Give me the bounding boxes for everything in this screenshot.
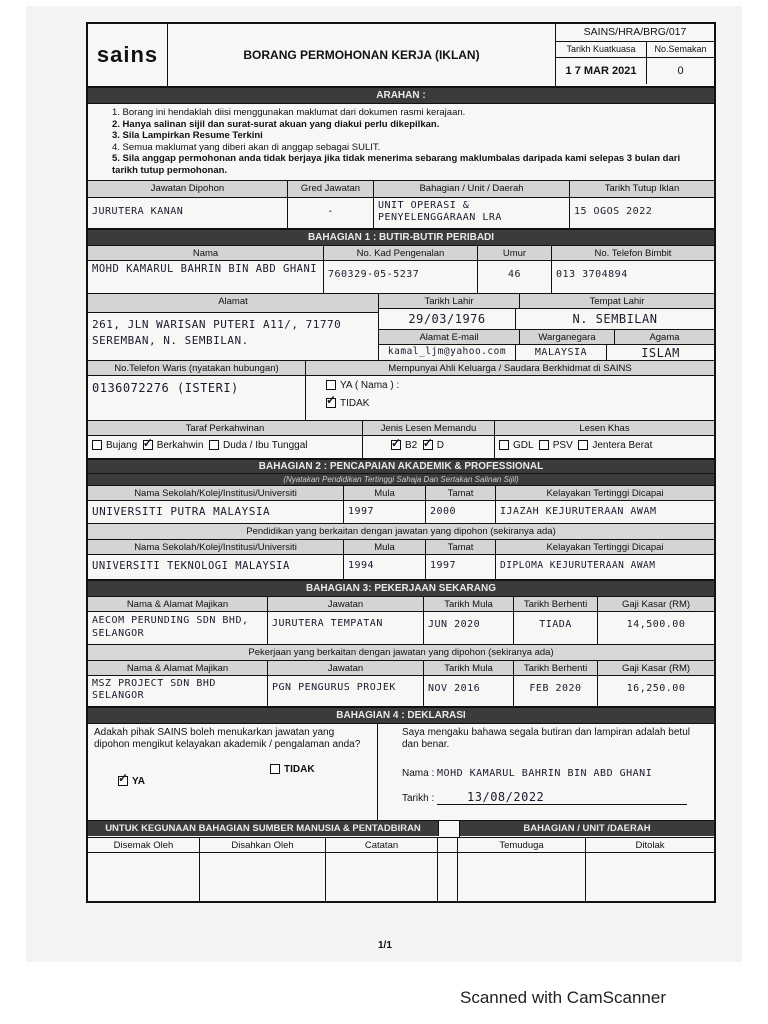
job-header-row bbox=[88, 597, 714, 612]
license-value-row bbox=[88, 436, 714, 459]
page-number: 1/1 bbox=[378, 940, 392, 951]
salary-value[interactable]: 16,250.00 bbox=[626, 683, 686, 694]
edu-header-row-2 bbox=[88, 540, 714, 555]
phone-value[interactable]: 013 3704894 bbox=[556, 269, 628, 280]
office-header-row bbox=[88, 821, 714, 838]
end-value[interactable]: 2000 bbox=[426, 501, 496, 523]
declaration-row bbox=[88, 724, 714, 821]
effective-date: 1 7 MAR 2021 bbox=[556, 58, 647, 84]
position-label: Jawatan Dipohon bbox=[88, 181, 288, 197]
closing-date-value[interactable]: 15 OGOS 2022 bbox=[574, 206, 653, 217]
b2-label: B2 bbox=[405, 440, 418, 451]
d-label: D bbox=[436, 440, 445, 451]
marital-options bbox=[88, 436, 363, 458]
grade-label: Gred Jawatan bbox=[288, 181, 374, 197]
widowed-label: Duda / Ibu Tunggal bbox=[222, 440, 308, 451]
edu-row-2 bbox=[88, 555, 714, 580]
instruction-item: 1. Borang ini hendaklah diisi menggunakan maklumat dari dokumen rasmi kerajaan. bbox=[112, 107, 466, 118]
instruction-item: 2. Hanya salinan sijil dan surat-surat akuan yang diakui perlu dikepilkan. bbox=[112, 118, 440, 130]
special-options bbox=[495, 436, 714, 458]
job-start-value[interactable]: NOV 2016 bbox=[424, 676, 514, 706]
edu-header-row bbox=[88, 486, 714, 501]
employer-value[interactable]: MSZ PROJECT SDN BHD SELANGOR bbox=[88, 676, 268, 706]
relative-options bbox=[306, 376, 714, 420]
job-row-2 bbox=[88, 676, 714, 707]
email-value[interactable]: kamal_ljm@yahoo.com bbox=[379, 345, 516, 361]
interview-box[interactable] bbox=[458, 853, 586, 901]
salary-value[interactable]: 14,500.00 bbox=[626, 619, 686, 630]
sign-date-value[interactable]: 13/08/2022 bbox=[437, 790, 687, 805]
religion-label: Agama bbox=[615, 330, 714, 344]
license-options bbox=[363, 436, 495, 458]
job-row-1 bbox=[88, 612, 714, 645]
office-left-title: UNTUK KEGUNAAN BAHAGIAN SUMBER MANUSIA & PENTADBIRAN bbox=[88, 821, 439, 836]
rejected-label: Ditolak bbox=[635, 840, 665, 851]
age-label: Umur bbox=[478, 246, 552, 260]
job-title-value[interactable]: PGN PENGURUS PROJEK bbox=[268, 676, 424, 706]
checked-by-label: Disemak Oleh bbox=[88, 838, 200, 852]
section4-title: BAHAGIAN 4 : DEKLARASI bbox=[88, 707, 714, 724]
transfer-no-checkbox[interactable] bbox=[270, 764, 280, 774]
signer-name-value[interactable]: MOHD KAMARUL BAHRIN BIN ABD GHANI bbox=[437, 768, 653, 779]
special-license-label: Lesen Khas bbox=[495, 421, 714, 435]
position-value-row bbox=[88, 198, 714, 229]
sains-logo: sains bbox=[96, 42, 159, 67]
job-start-value[interactable]: JUN 2020 bbox=[424, 612, 514, 644]
rejected-box[interactable] bbox=[586, 853, 714, 901]
transfer-question bbox=[88, 724, 378, 820]
single-label: Bujang bbox=[106, 440, 138, 451]
heir-header-row bbox=[88, 361, 714, 376]
sign-date-label: Tarikh bbox=[402, 793, 429, 804]
doc-info bbox=[556, 24, 714, 86]
start-label: Mula bbox=[344, 540, 426, 554]
license-label: Jenis Lesen Memandu bbox=[363, 421, 495, 435]
start-value[interactable]: 1994 bbox=[344, 555, 426, 579]
widowed-checkbox[interactable] bbox=[209, 440, 219, 450]
job-end-value[interactable]: FEB 2020 bbox=[514, 676, 598, 706]
ic-label: No. Kad Pengenalan bbox=[324, 246, 478, 260]
end-value[interactable]: 1997 bbox=[426, 555, 496, 579]
pob-value[interactable]: N. SEMBILAN bbox=[572, 312, 658, 326]
form-title: BORANG PERMOHONAN KERJA (IKLAN) bbox=[243, 48, 480, 62]
school-value[interactable]: UNIVERSITI TEKNOLOGI MALAYSIA bbox=[88, 555, 344, 579]
nationality-value[interactable]: MALAYSIA bbox=[516, 345, 607, 361]
personal-header-row bbox=[88, 246, 714, 261]
phone-label: No. Telefon Bimbit bbox=[552, 246, 714, 260]
ic-value[interactable]: 760329-05-5237 bbox=[324, 261, 478, 293]
instruction-item: 4. Semua maklumat yang diberi akan di anggap sebagai SULIT. bbox=[112, 141, 381, 153]
d-checkbox[interactable] bbox=[423, 440, 433, 450]
salary-label: Gaji Kasar (RM) bbox=[598, 597, 714, 611]
heavy-machinery-label: Jentera Berat bbox=[592, 440, 653, 451]
heir-value-row bbox=[88, 376, 714, 421]
religion-value[interactable]: ISLAM bbox=[641, 346, 680, 360]
section3-title: BAHAGIAN 3: PEKERJAAN SEKARANG bbox=[88, 580, 714, 597]
school-label: Nama Sekolah/Kolej/Institusi/Universiti bbox=[88, 486, 344, 500]
school-value[interactable]: UNIVERSITI PUTRA MALAYSIA bbox=[88, 501, 344, 523]
qualification-label: Kelayakan Tertinggi Dicapai bbox=[496, 540, 714, 554]
interview-label: Temuduga bbox=[458, 838, 586, 852]
transfer-no-label: TIDAK bbox=[284, 764, 315, 775]
gdl-checkbox[interactable] bbox=[499, 440, 509, 450]
heavy-machinery-checkbox[interactable] bbox=[578, 440, 588, 450]
age-value[interactable]: 46 bbox=[478, 261, 552, 293]
address-row bbox=[88, 294, 714, 361]
instructions-heading: ARAHAN : bbox=[88, 87, 714, 104]
job-title-value[interactable]: JURUTERA TEMPATAN bbox=[268, 612, 424, 644]
approved-by-label: Disahkan Oleh bbox=[200, 838, 326, 852]
salary-label: Gaji Kasar (RM) bbox=[598, 661, 714, 675]
transfer-question-text: Adakah pihak SAINS boleh menukarkan jawatan yang dipohon mengikut kelayakan akademik / pengalaman anda? bbox=[94, 727, 361, 750]
notes-label: Catatan bbox=[326, 838, 438, 852]
relative-yes-label: YA ( Nama ) : bbox=[340, 380, 400, 391]
related-job-label: Pekerjaan yang berkaitan dengan jawatan yang dipohon (sekiranya ada) bbox=[88, 645, 714, 661]
start-label: Mula bbox=[344, 486, 426, 500]
section2-subtitle: (Nyatakan Pendidikan Tertinggi Sahaja Dan Sertakan Salinan Sijil) bbox=[88, 474, 714, 486]
job-start-label: Tarikh Mula bbox=[424, 597, 514, 611]
edu-row-1 bbox=[88, 501, 714, 524]
heir-value[interactable]: 0136072276 (ISTERI) bbox=[88, 376, 306, 420]
section1-title: BAHAGIAN 1 : BUTIR-BUTIR PERIBADI bbox=[88, 229, 714, 246]
transfer-yes-checkbox[interactable] bbox=[118, 776, 128, 786]
gdl-label: GDL bbox=[513, 440, 534, 451]
b2-checkbox[interactable] bbox=[391, 440, 401, 450]
doc-code: SAINS/HRA/BRG/017 bbox=[556, 24, 714, 42]
form-header bbox=[88, 24, 714, 87]
relative-no-checkbox[interactable] bbox=[326, 398, 336, 408]
employer-value[interactable]: AECOM PERUNDING SDN BHD, SELANGOR bbox=[88, 612, 268, 644]
qualification-value[interactable]: DIPLOMA KEJURUTERAAN AWAM bbox=[500, 560, 656, 571]
address-label: Alamat bbox=[88, 294, 378, 313]
logo-cell bbox=[88, 24, 168, 86]
name-value[interactable]: MOHD KAMARUL BAHRIN BIN ABD GHANI bbox=[88, 261, 324, 293]
relative-yes-checkbox[interactable] bbox=[326, 380, 336, 390]
single-checkbox[interactable] bbox=[92, 440, 102, 450]
relative-label: Mempunyai Ahli Keluarga / Saudara Berkhidmat di SAINS bbox=[306, 361, 714, 375]
effective-label: Tarikh Kuatkuasa bbox=[556, 42, 647, 57]
signer-name-label: Nama bbox=[402, 768, 429, 779]
approved-by-box[interactable] bbox=[200, 853, 326, 901]
psv-label: PSV bbox=[552, 440, 573, 451]
pob-label: Tempat Lahir bbox=[520, 294, 714, 308]
dob-label: Tarikh Lahir bbox=[379, 294, 520, 308]
job-end-value[interactable]: TIADA bbox=[514, 612, 598, 644]
notes-box[interactable] bbox=[326, 853, 438, 901]
office-right-title: BAHAGIAN / UNIT /DAERAH bbox=[460, 821, 714, 836]
start-value[interactable]: 1997 bbox=[344, 501, 426, 523]
checked-by-box[interactable] bbox=[88, 853, 200, 901]
office-col-row bbox=[88, 838, 714, 853]
personal-value-row bbox=[88, 261, 714, 294]
job-end-label: Tarikh Berhenti bbox=[514, 597, 598, 611]
name-label: Nama bbox=[88, 246, 324, 260]
declaration-box: Saya mengaku bahawa segala butiran dan lampiran adalah betul dan benar. Nama : MOHD KAMARUL BAHRIN BIN ABD GHANI Tarikh : 13/08/2022 bbox=[402, 727, 690, 804]
dob-value[interactable]: 29/03/1976 bbox=[379, 309, 516, 329]
unit-value[interactable]: UNIT OPERASI & PENYELENGGARAAN LRA bbox=[374, 198, 570, 228]
section2-title: BAHAGIAN 2 : PENCAPAIAN AKADEMIK & PROFESSIONAL bbox=[88, 459, 714, 474]
application-form bbox=[86, 22, 716, 903]
job-end-label: Tarikh Berhenti bbox=[514, 661, 598, 675]
job-title-label: Jawatan bbox=[268, 661, 424, 675]
relative-no-label: TIDAK bbox=[340, 398, 370, 409]
marital-label: Taraf Perkahwinan bbox=[88, 421, 363, 435]
email-label: Alamat E-mail bbox=[379, 330, 520, 344]
heir-label: No.Telefon Waris (nyatakan hubungan) bbox=[88, 361, 306, 375]
married-checkbox[interactable] bbox=[143, 440, 153, 450]
related-education-label: Pendidikan yang berkaitan dengan jawatan yang dipohon (sekiranya ada) bbox=[88, 524, 714, 540]
declaration-text: Saya mengaku bahawa segala butiran dan lampiran adalah betul dan benar. bbox=[402, 727, 690, 750]
employer-label: Nama & Alamat Majikan bbox=[88, 597, 268, 611]
employer-label: Nama & Alamat Majikan bbox=[88, 661, 268, 675]
title-cell bbox=[168, 24, 556, 86]
position-header-row bbox=[88, 181, 714, 198]
instruction-item: 3. Sila Lampirkan Resume Terkini bbox=[112, 130, 263, 141]
closing-date-label: Tarikh Tutup Iklan bbox=[570, 181, 714, 197]
office-sign-row bbox=[88, 853, 714, 901]
job-start-label: Tarikh Mula bbox=[424, 661, 514, 675]
unit-label: Bahagian / Unit / Daerah bbox=[374, 181, 570, 197]
revision-label: No.Semakan bbox=[654, 44, 707, 54]
married-label: Berkahwin bbox=[156, 440, 204, 451]
instruction-item: 5. Sila anggap permohonan anda tidak berjaya jika tidak menerima sebarang maklumbalas daripada kami selepas 3 bulan dari tarikh tutup permohonan. bbox=[112, 153, 681, 176]
nationality-label: Warganegara bbox=[520, 330, 615, 344]
psv-checkbox[interactable] bbox=[539, 440, 549, 450]
qualification-value[interactable]: IJAZAH KEJURUTERAAN AWAM bbox=[500, 506, 657, 517]
license-header-row bbox=[88, 421, 714, 436]
job-title-label: Jawatan bbox=[268, 597, 424, 611]
revision-number: 0 bbox=[677, 65, 684, 77]
end-label: Tamat bbox=[426, 486, 496, 500]
transfer-yes-label: YA bbox=[132, 776, 145, 787]
instructions-list bbox=[88, 104, 714, 181]
address-value[interactable]: 261, JLN WARISAN PUTERI A11/, 71770 SEREMBAN, N. SEMBILAN. bbox=[92, 318, 342, 347]
grade-value[interactable]: - bbox=[288, 198, 374, 228]
school-label: Nama Sekolah/Kolej/Institusi/Universiti bbox=[88, 540, 344, 554]
qualification-label: Kelayakan Tertinggi Dicapai bbox=[496, 486, 714, 500]
position-value[interactable]: JURUTERA KANAN bbox=[88, 198, 288, 228]
job-header-row-2 bbox=[88, 661, 714, 676]
end-label: Tamat bbox=[426, 540, 496, 554]
scanner-watermark: Scanned with CamScanner bbox=[460, 988, 667, 1007]
